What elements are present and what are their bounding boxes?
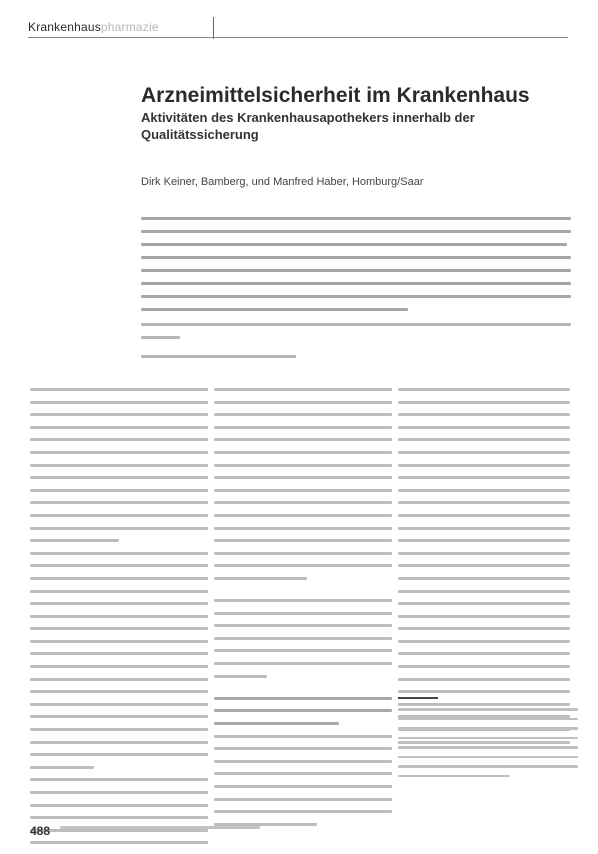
- keywords-line: [141, 336, 180, 339]
- text-line: [30, 640, 208, 643]
- text-line: [214, 577, 307, 580]
- text-line: [214, 426, 392, 429]
- text-line: [30, 816, 208, 819]
- subheading-line: [214, 722, 339, 725]
- text-line: [30, 829, 208, 832]
- keywords-line: [141, 323, 571, 326]
- text-line: [398, 640, 570, 643]
- text-line: [398, 451, 570, 454]
- text-line: [30, 741, 208, 744]
- text-line: [30, 388, 208, 391]
- text-line: [30, 728, 208, 731]
- footnote-rule: [398, 697, 438, 699]
- article-title: Arzneimittelsicherheit im Krankenhaus: [141, 84, 530, 107]
- text-line: [398, 690, 570, 693]
- text-line: [214, 464, 392, 467]
- text-line: [30, 476, 208, 479]
- journal-name-light: pharmazie: [100, 20, 159, 34]
- text-line: [30, 615, 208, 618]
- text-line: [398, 489, 570, 492]
- abstract-line: [141, 217, 571, 220]
- text-line: [30, 804, 208, 807]
- text-line: [30, 791, 208, 794]
- text-line: [30, 564, 208, 567]
- text-line: [214, 798, 392, 801]
- text-line: [398, 564, 570, 567]
- text-line: [214, 564, 392, 567]
- text-line: [214, 552, 392, 555]
- abstract-line: [141, 308, 408, 311]
- text-line: [214, 476, 392, 479]
- text-line: [398, 539, 570, 542]
- text-line: [214, 527, 392, 530]
- text-line: [30, 401, 208, 404]
- text-line: [30, 652, 208, 655]
- text-line: [30, 413, 208, 416]
- abstract-line: [141, 230, 571, 233]
- text-line: [398, 552, 570, 555]
- text-line: [30, 552, 208, 555]
- footnote-line: [398, 708, 578, 711]
- journal-header: [28, 20, 159, 34]
- text-line: [214, 401, 392, 404]
- keywords: [141, 323, 571, 349]
- text-line: [30, 590, 208, 593]
- text-line: [398, 615, 570, 618]
- footnote-line: [398, 775, 510, 778]
- article-authors: Dirk Keiner, Bamberg, und Manfred Haber, Homburg/Saar: [141, 176, 424, 188]
- text-line: [30, 678, 208, 681]
- text-line: [398, 652, 570, 655]
- text-line: [398, 527, 570, 530]
- text-line: [398, 665, 570, 668]
- text-line: [214, 599, 392, 602]
- text-line: [30, 715, 208, 718]
- text-line: [30, 627, 208, 630]
- text-line: [214, 501, 392, 504]
- abstract-line: [141, 282, 571, 285]
- text-line: [30, 778, 208, 781]
- body-column-2: [214, 388, 392, 835]
- text-line: [30, 438, 208, 441]
- footnote-line: [398, 737, 578, 740]
- text-line: [214, 612, 392, 615]
- footnote-line: [398, 727, 578, 730]
- text-line: [214, 810, 392, 813]
- footnote-line: [398, 718, 578, 721]
- text-line: [30, 841, 208, 844]
- text-line: [214, 539, 392, 542]
- text-line: [214, 675, 267, 678]
- text-line: [214, 514, 392, 517]
- author-footnote: [398, 708, 578, 784]
- text-line: [398, 703, 570, 706]
- text-line: [398, 678, 570, 681]
- text-line: [398, 577, 570, 580]
- page-number: 488: [30, 824, 51, 838]
- text-line: [214, 785, 392, 788]
- text-line: [30, 753, 208, 756]
- text-line: [214, 451, 392, 454]
- text-line: [398, 438, 570, 441]
- text-line: [214, 747, 392, 750]
- text-line: [398, 464, 570, 467]
- text-line: [398, 388, 570, 391]
- subheading-line: [214, 697, 392, 700]
- text-line: [214, 649, 392, 652]
- text-line: [214, 388, 392, 391]
- text-line: [214, 662, 392, 665]
- footnote-line: [398, 746, 578, 749]
- subheading-line: [214, 709, 392, 712]
- text-line: [30, 489, 208, 492]
- abstract-line: [141, 243, 567, 246]
- body-column-1: [30, 388, 208, 854]
- abstract-line: [141, 269, 571, 272]
- text-line: [398, 413, 570, 416]
- text-line: [214, 489, 392, 492]
- text-line: [30, 514, 208, 517]
- text-line: [214, 772, 392, 775]
- text-line: [30, 602, 208, 605]
- text-line: [30, 539, 119, 542]
- text-line: [30, 690, 208, 693]
- text-line: [30, 665, 208, 668]
- text-line: [30, 527, 208, 530]
- citation: [141, 355, 571, 368]
- text-line: [398, 401, 570, 404]
- header-divider: [213, 17, 214, 39]
- text-line: [214, 735, 392, 738]
- text-line: [30, 501, 208, 504]
- text-line: [30, 451, 208, 454]
- text-line: [214, 438, 392, 441]
- text-line: [398, 602, 570, 605]
- text-line: [398, 501, 570, 504]
- text-line: [398, 590, 570, 593]
- abstract-line: [141, 256, 571, 259]
- abstract-line: [141, 295, 571, 298]
- text-line: [214, 760, 392, 763]
- journal-name-dark: Krankenhaus: [28, 20, 101, 34]
- text-line: [30, 426, 208, 429]
- footnote-line: [398, 756, 578, 759]
- text-line: [214, 624, 392, 627]
- article-subtitle: Aktivitäten des Krankenhausapothekers innerhalb der Qualitätssicherung: [141, 110, 475, 142]
- text-line: [398, 627, 570, 630]
- text-line: [398, 476, 570, 479]
- text-line: [398, 514, 570, 517]
- text-line: [398, 426, 570, 429]
- text-line: [214, 413, 392, 416]
- text-line: [30, 464, 208, 467]
- text-line: [30, 703, 208, 706]
- abstract: [141, 217, 571, 321]
- citation-line: [141, 355, 296, 358]
- text-line: [30, 766, 94, 769]
- footnote-line: [398, 765, 578, 768]
- footer-journal-info: [60, 826, 260, 829]
- text-line: [214, 637, 392, 640]
- header-rule: [28, 37, 568, 38]
- text-line: [30, 577, 208, 580]
